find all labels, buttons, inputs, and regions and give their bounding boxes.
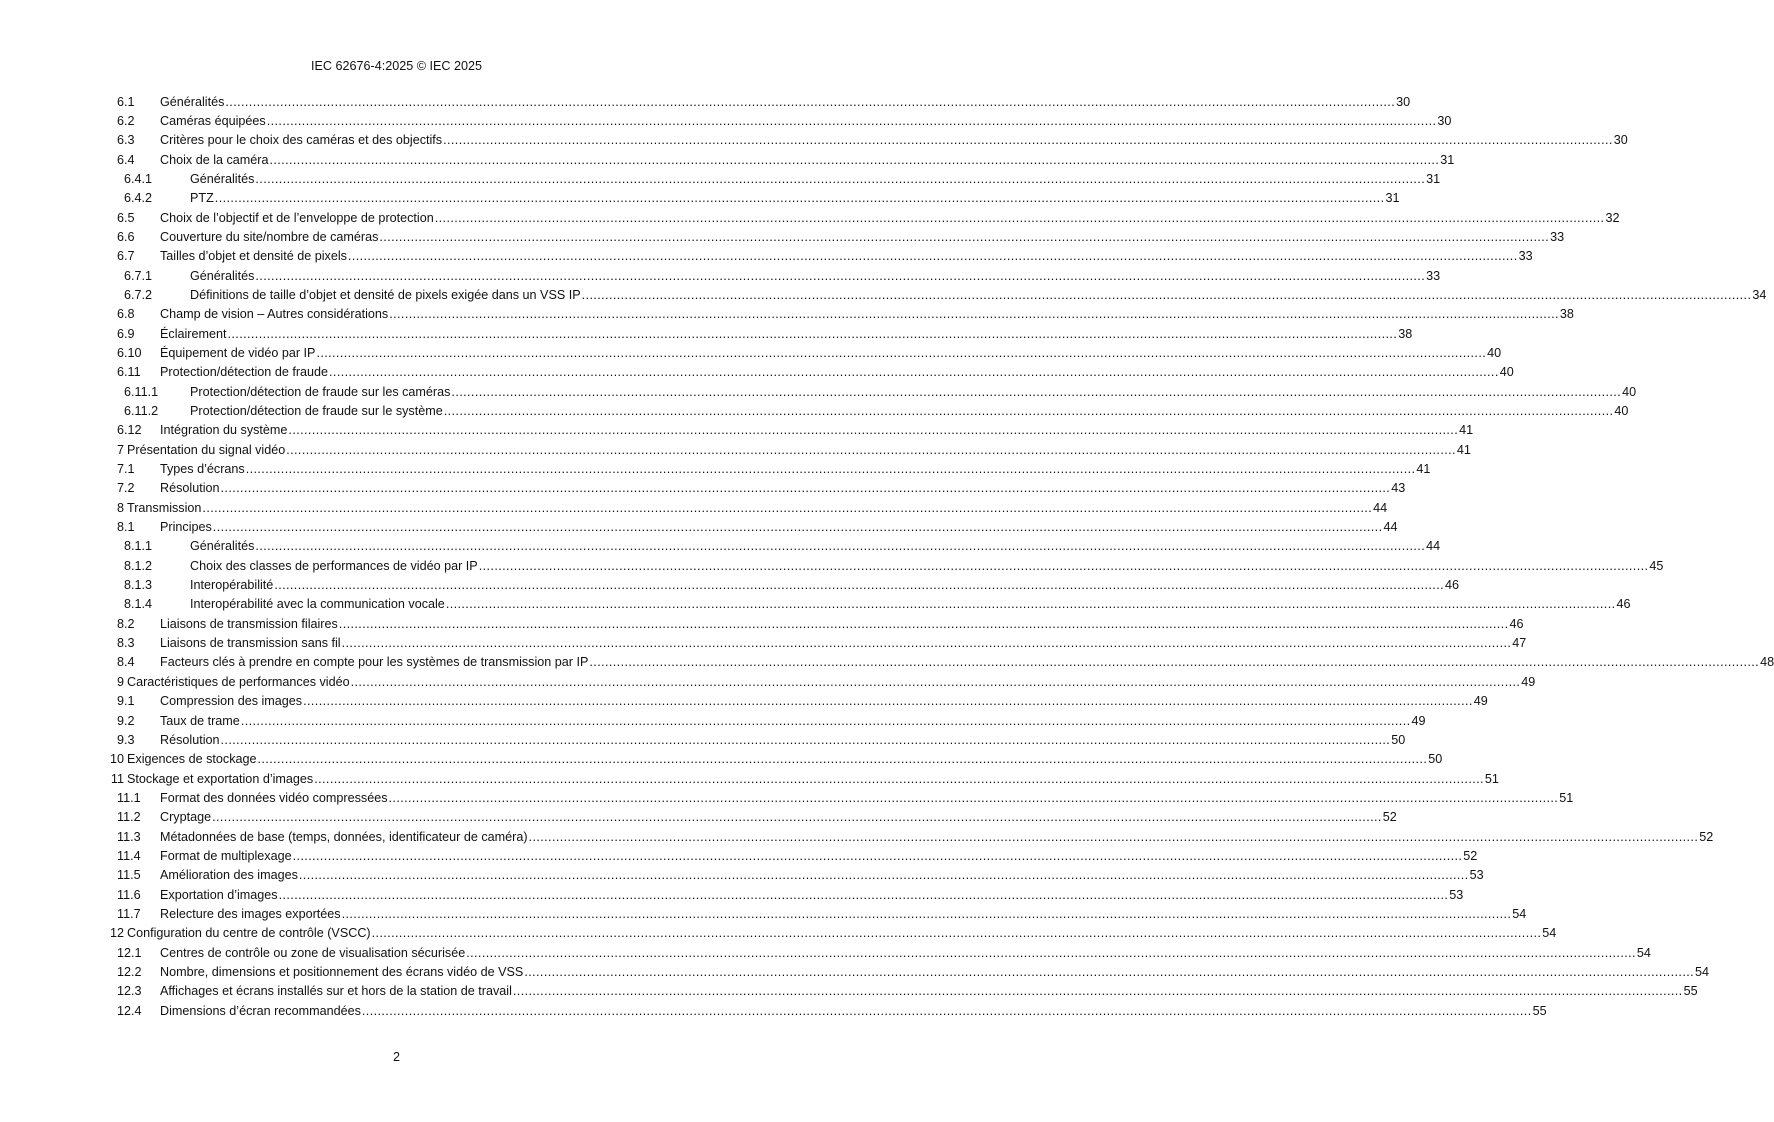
toc-entry[interactable] — [0, 93, 1411, 112]
toc-entry[interactable] — [0, 557, 1664, 576]
toc-entry-page: 30 — [1396, 94, 1411, 109]
toc-entry-page: 43 — [1391, 481, 1406, 496]
toc-entry[interactable] — [0, 731, 1406, 750]
dot-leader: ............................................................................................................................................................................................................................................................................................................ — [329, 365, 1499, 380]
toc-entry-page: 38 — [1559, 307, 1574, 322]
toc-entry-title[interactable]: Transmission — [127, 500, 202, 515]
dot-leader: ............................................................................................................................................................................................................................................................................................................ — [274, 578, 1444, 593]
toc-entry-title[interactable]: Protection/détection de fraude — [160, 365, 329, 380]
toc-entry-title[interactable]: Taux de trame — [160, 713, 240, 728]
toc-entry-page: 53 — [1469, 868, 1484, 883]
toc-entry[interactable] — [0, 944, 1651, 963]
toc-entry[interactable] — [0, 402, 1629, 421]
dot-leader: ............................................................................................................................................................................................................................................................................................................ — [240, 713, 1411, 728]
toc-entry-page: 30 — [1437, 113, 1452, 128]
toc-entry-title[interactable]: Définitions de taille d’objet et densité de pixels exigée dans un VSS IP — [190, 287, 581, 302]
toc-entry-title[interactable]: Centres de contrôle ou zone de visualisation sécurisée — [160, 945, 466, 960]
dot-leader: ............................................................................................................................................................................................................................................................................................................ — [225, 94, 1396, 109]
dot-leader: ............................................................................................................................................................................................................................................................................................................ — [389, 307, 1559, 322]
toc-entry-page: 45 — [1649, 558, 1664, 573]
toc-entry[interactable] — [0, 479, 1406, 498]
toc-entry-number: 9 — [116, 674, 124, 689]
toc-entry[interactable] — [0, 924, 1557, 943]
toc-entry-number: 8.1.4 — [124, 597, 153, 612]
toc-entry-number: 6.7.2 — [124, 287, 153, 302]
toc-entry[interactable] — [0, 886, 1464, 905]
toc-entry-title[interactable]: Équipement de vidéo par IP — [160, 345, 316, 360]
toc-entry-page: 53 — [1449, 887, 1464, 902]
toc-entry[interactable] — [0, 982, 1698, 1001]
toc-entry-page: 33 — [1550, 229, 1565, 244]
toc-entry-number: 6.4 — [117, 152, 135, 167]
dot-leader: ............................................................................................................................................................................................................................................................................................................ — [341, 636, 1512, 651]
toc-entry[interactable] — [0, 828, 1714, 847]
dot-leader: ............................................................................................................................................................................................................................................................................................................ — [443, 404, 1614, 418]
toc-entry-title[interactable]: Éclairement — [160, 326, 227, 341]
dot-leader: ............................................................................................................................................................................................................................................................................................................ — [581, 287, 1752, 302]
toc-entry-number: 6.12 — [117, 423, 142, 438]
page-header: IEC 62676-4:2025 © IEC 2025 — [310, 59, 482, 73]
toc-entry-title[interactable]: Format des données vidéo compressées — [160, 790, 388, 805]
toc-entry-title[interactable]: Relecture des images exportées — [160, 906, 341, 921]
toc-entry-page: 54 — [1695, 964, 1710, 979]
dot-leader: ............................................................................................................................................................................................................................................................................................................ — [347, 249, 1518, 264]
toc-entry-title[interactable]: Liaisons de transmission sans fil — [160, 636, 341, 651]
toc-entry[interactable] — [0, 673, 1536, 692]
toc-entry-number: 6.5 — [117, 210, 135, 225]
toc-entry-page: 48 — [1760, 655, 1774, 670]
dot-leader: ............................................................................................................................................................................................................................................................................................................ — [266, 113, 1437, 128]
toc-entry-title[interactable]: Critères pour le choix des caméras et des objectifs — [160, 133, 443, 148]
toc-entry-page: 31 — [1426, 171, 1441, 186]
toc-entry-title[interactable]: Types d’écrans — [160, 462, 245, 477]
toc-entry-title[interactable]: Intégration du système — [160, 423, 288, 438]
toc-entry-title[interactable]: Affichages et écrans installés sur et hors de la station de travail — [160, 984, 512, 999]
toc-entry[interactable] — [0, 1002, 1547, 1021]
toc-entry[interactable] — [0, 305, 1574, 324]
toc-entry-page: 30 — [1613, 133, 1628, 148]
toc-entry[interactable] — [0, 866, 1484, 885]
toc-entry-title[interactable]: Caméras équipées — [160, 113, 266, 128]
dot-leader: ............................................................................................................................................................................................................................................................................................................ — [445, 597, 1616, 612]
toc-entry-number: 7 — [116, 442, 124, 457]
toc-entry[interactable] — [0, 576, 1460, 595]
toc-entry-title[interactable]: Choix de la caméra — [160, 152, 269, 167]
toc-entry-title[interactable]: Compression des images — [160, 694, 303, 709]
dot-leader: ............................................................................................................................................................................................................................................................................................................ — [269, 152, 1440, 167]
toc-entry[interactable] — [0, 595, 1631, 614]
dot-leader: ............................................................................................................................................................................................................................................................................................................ — [220, 481, 1391, 496]
toc-entry[interactable] — [0, 151, 1455, 170]
dot-leader: ............................................................................................................................................................................................................................................................................................................ — [434, 210, 1605, 225]
toc-entry-page: 46 — [1616, 597, 1631, 612]
toc-entry-title[interactable]: Généralités — [160, 94, 225, 109]
dot-leader: ............................................................................................................................................................................................................................................................................................................ — [227, 326, 1398, 341]
dot-leader: ............................................................................................................................................................................................................................................................................................................ — [255, 171, 1426, 186]
dot-leader: ............................................................................................................................................................................................................................................................................................................ — [361, 1003, 1532, 1018]
toc-entry[interactable] — [0, 808, 1397, 827]
dot-leader: ............................................................................................................................................................................................................................................................................................................ — [212, 520, 1383, 535]
toc-entry-number: 6.4.1 — [124, 171, 153, 186]
toc-entry-number: 6.11.2 — [124, 404, 159, 418]
toc-entry-page: 41 — [1459, 423, 1474, 438]
toc-entry-number: 11.2 — [117, 810, 141, 825]
toc-entry-page: 38 — [1398, 326, 1413, 341]
toc-entry-number: 9.2 — [117, 713, 135, 728]
toc-entry-page: 52 — [1463, 848, 1478, 863]
toc-entry-page: 54 — [1636, 945, 1651, 960]
toc-entry-page: 49 — [1411, 713, 1426, 728]
toc-entry-number: 7.2 — [117, 481, 135, 496]
toc-entry-number: 9.1 — [117, 694, 135, 709]
toc-entry-page: 31 — [1440, 152, 1455, 167]
dot-leader: ............................................................................................................................................................................................................................................................................................................ — [245, 462, 1416, 477]
toc-entry-number: 12 — [109, 926, 124, 941]
toc-entry-title[interactable]: Exigences de stockage — [127, 752, 257, 767]
dot-leader: ............................................................................................................................................................................................................................................................................................................ — [202, 500, 1373, 515]
dot-leader: ............................................................................................................................................................................................................................................................................................................ — [350, 674, 1521, 689]
toc-entry-number: 9.3 — [117, 732, 135, 747]
toc-entry-number: 10 — [109, 752, 124, 767]
toc-entry-title[interactable]: Format de multiplexage — [160, 848, 292, 863]
toc-entry[interactable] — [0, 363, 1514, 382]
toc-entry-page: 49 — [1521, 674, 1536, 689]
toc-entry[interactable] — [0, 441, 1471, 460]
toc-entry-page: 47 — [1512, 636, 1527, 651]
toc-entry-page: 54 — [1512, 906, 1527, 921]
dot-leader: ............................................................................................................................................................................................................................................................................................................ — [512, 984, 1683, 999]
toc-entry-page: 51 — [1559, 790, 1574, 805]
toc-entry-number: 11.3 — [117, 829, 141, 844]
dot-leader: ............................................................................................................................................................................................................................................................................................................ — [286, 442, 1456, 457]
dot-leader: ............................................................................................................................................................................................................................................................................................................ — [589, 655, 1760, 670]
toc-entry-title[interactable]: Amélioration des images — [160, 868, 298, 883]
toc-entry-page: 55 — [1532, 1003, 1547, 1018]
toc-entry-title[interactable]: Présentation du signal vidéo — [127, 442, 286, 457]
dot-leader: ............................................................................................................................................................................................................................................................................................................ — [255, 268, 1426, 283]
toc-entry-number: 6.9 — [117, 326, 135, 341]
toc-entry[interactable] — [0, 750, 1443, 769]
toc-entry-title[interactable]: Caractéristiques de performances vidéo — [127, 674, 350, 689]
dot-leader: ............................................................................................................................................................................................................................................................................................................ — [288, 423, 1459, 438]
toc-entry[interactable] — [0, 692, 1488, 711]
toc-entry-page: 41 — [1416, 462, 1431, 477]
toc-entry-number: 12.4 — [117, 1003, 142, 1018]
toc-entry[interactable] — [0, 499, 1388, 518]
toc-entry-number: 6.10 — [117, 345, 142, 360]
toc-entry[interactable] — [0, 131, 1628, 150]
toc-entry-title[interactable]: Principes — [160, 520, 212, 535]
table-of-contents — [0, 93, 1774, 1022]
dot-leader: ............................................................................................................................................................................................................................................................................................................ — [292, 848, 1463, 863]
toc-entry-title[interactable]: Résolution — [160, 732, 220, 747]
toc-entry[interactable] — [0, 209, 1620, 228]
toc-entry-page: 31 — [1385, 191, 1400, 206]
dot-leader: ............................................................................................................................................................................................................................................................................................................ — [341, 906, 1512, 921]
toc-entry-title[interactable]: Liaisons de transmission filaires — [160, 616, 338, 631]
toc-entry-page: 51 — [1484, 771, 1499, 786]
toc-entry-page: 44 — [1383, 520, 1398, 535]
toc-entry-page: 40 — [1614, 404, 1629, 418]
toc-entry-number: 12.3 — [117, 984, 142, 999]
toc-entry-number: 8.1.1 — [124, 539, 153, 554]
toc-entry-number: 8.1.2 — [124, 558, 153, 573]
dot-leader: ............................................................................................................................................................................................................................................................................................................ — [524, 964, 1695, 979]
toc-entry-number: 7.1 — [117, 462, 135, 477]
dot-leader: ............................................................................................................................................................................................................................................................................................................ — [214, 191, 1385, 206]
toc-entry-page: 40 — [1487, 345, 1502, 360]
toc-entry-title[interactable]: Couverture du site/nombre de caméras — [160, 229, 379, 244]
toc-entry-title[interactable]: Généralités — [190, 171, 255, 186]
toc-entry-number: 8.1 — [117, 520, 135, 535]
toc-entry[interactable] — [0, 189, 1400, 208]
toc-entry[interactable] — [0, 770, 1499, 789]
toc-entry-number: 8.4 — [117, 655, 135, 670]
toc-entry-title[interactable]: Interopérabilité avec la communication vocale — [190, 597, 445, 612]
toc-entry-title[interactable]: Dimensions d’écran recommandées — [160, 1003, 361, 1018]
dot-leader: ............................................................................................................................................................................................................................................................................................................ — [257, 752, 1428, 767]
toc-entry[interactable] — [0, 789, 1574, 808]
dot-leader: ............................................................................................................................................................................................................................................................................................................ — [278, 887, 1449, 902]
toc-entry-page: 40 — [1622, 384, 1637, 399]
toc-entry-page: 40 — [1499, 365, 1514, 380]
toc-entry-page: 33 — [1426, 268, 1441, 283]
dot-leader: ............................................................................................................................................................................................................................................................................................................ — [451, 384, 1622, 399]
dot-leader: ............................................................................................................................................................................................................................................................................................................ — [379, 229, 1550, 244]
toc-entry-number: 6.3 — [117, 133, 135, 148]
toc-entry-page: 44 — [1373, 500, 1388, 515]
dot-leader: ............................................................................................................................................................................................................................................................................................................ — [443, 133, 1613, 148]
toc-entry[interactable] — [0, 383, 1637, 402]
toc-entry-number: 6.7 — [117, 249, 135, 264]
toc-entry[interactable] — [0, 247, 1533, 266]
toc-entry-number: 6.11 — [117, 365, 141, 380]
toc-entry-title[interactable]: Configuration du centre de contrôle (VSCC) — [127, 926, 371, 941]
toc-entry-number: 6.11.1 — [124, 384, 159, 399]
toc-entry-title[interactable]: Tailles d’objet et densité de pixels — [160, 249, 347, 264]
toc-entry-page: 46 — [1445, 578, 1460, 593]
dot-leader: ............................................................................................................................................................................................................................................................................................................ — [466, 945, 1636, 960]
toc-entry-page: 50 — [1391, 732, 1406, 747]
toc-entry-page: 34 — [1752, 287, 1767, 302]
toc-entry[interactable] — [0, 228, 1565, 247]
toc-entry-number: 11.5 — [117, 868, 141, 883]
toc-entry-title[interactable]: Choix des classes de performances de vidéo par IP — [190, 558, 478, 573]
dot-leader: ............................................................................................................................................................................................................................................................................................................ — [298, 868, 1469, 883]
toc-entry-title[interactable]: Cryptage — [160, 810, 212, 825]
toc-entry[interactable] — [0, 267, 1441, 286]
toc-entry[interactable] — [0, 905, 1527, 924]
dot-leader: ............................................................................................................................................................................................................................................................................................................ — [478, 558, 1649, 573]
toc-entry-page: 54 — [1542, 926, 1557, 941]
toc-entry-title[interactable]: Stockage et exportation d’images — [127, 771, 314, 786]
toc-entry-number: 8.3 — [117, 636, 135, 651]
toc-entry-title[interactable]: PTZ — [190, 191, 214, 206]
dot-leader: ............................................................................................................................................................................................................................................................................................................ — [388, 790, 1559, 805]
toc-entry[interactable] — [0, 421, 1474, 440]
toc-entry-number: 11.1 — [117, 790, 141, 805]
toc-entry-page: 55 — [1683, 984, 1698, 999]
toc-entry-page: 44 — [1426, 539, 1441, 554]
dot-leader: ............................................................................................................................................................................................................................................................................................................ — [212, 810, 1382, 825]
dot-leader: ............................................................................................................................................................................................................................................................................................................ — [303, 694, 1473, 709]
toc-entry-number: 11.4 — [117, 848, 141, 863]
toc-entry[interactable] — [0, 170, 1441, 189]
toc-entry[interactable] — [0, 325, 1413, 344]
toc-entry[interactable] — [0, 286, 1767, 305]
toc-entry[interactable] — [0, 518, 1398, 537]
dot-leader: ............................................................................................................................................................................................................................................................................................................ — [338, 616, 1509, 631]
dot-leader: ............................................................................................................................................................................................................................................................................................................ — [528, 829, 1699, 844]
toc-entry-title[interactable]: Généralités — [190, 268, 255, 283]
toc-entry-title[interactable]: Exportation d’images — [160, 887, 278, 902]
toc-entry-page: 32 — [1605, 210, 1620, 225]
toc-entry-number: 6.8 — [117, 307, 135, 322]
toc-entry-title[interactable]: Facteurs clés à prendre en compte pour les systèmes de transmission par IP — [160, 655, 589, 670]
toc-entry-number: 11.6 — [117, 887, 141, 902]
toc-entry-page: 50 — [1428, 752, 1443, 767]
dot-leader: ............................................................................................................................................................................................................................................................................................................ — [371, 926, 1542, 941]
toc-entry-title[interactable]: Métadonnées de base (temps, données, identificateur de caméra) — [160, 829, 528, 844]
toc-entry-title[interactable]: Protection/détection de fraude sur le système — [190, 404, 443, 418]
toc-entry-page: 49 — [1473, 694, 1488, 709]
toc-entry-page: 52 — [1382, 810, 1397, 825]
toc-entry[interactable] — [0, 963, 1710, 982]
toc-entry-number: 8.2 — [117, 616, 135, 631]
toc-entry-number: 6.4.2 — [124, 191, 153, 206]
toc-entry-number: 12.1 — [117, 945, 142, 960]
toc-entry-title[interactable]: Interopérabilité — [190, 578, 274, 593]
dot-leader: ............................................................................................................................................................................................................................................................................................................ — [314, 771, 1484, 786]
toc-entry-page: 33 — [1518, 249, 1533, 264]
toc-entry-title[interactable]: Nombre, dimensions et positionnement des écrans vidéo de VSS — [160, 964, 524, 979]
toc-entry[interactable] — [0, 847, 1478, 866]
toc-entry-title[interactable]: Protection/détection de fraude sur les caméras — [190, 384, 451, 399]
toc-entry-number: 12.2 — [117, 964, 142, 979]
toc-entry[interactable] — [0, 634, 1527, 653]
toc-entry[interactable] — [0, 712, 1426, 731]
toc-entry-title[interactable]: Choix de l’objectif et de l’enveloppe de protection — [160, 210, 434, 225]
dot-leader: ............................................................................................................................................................................................................................................................................................................ — [316, 345, 1487, 360]
toc-entry-number: 6.7.1 — [124, 268, 153, 283]
toc-entry-number: 11.7 — [117, 906, 141, 921]
toc-entry-page: 46 — [1509, 616, 1524, 631]
toc-entry-number: 6.2 — [117, 113, 135, 128]
toc-entry-number: 6.1 — [117, 94, 135, 109]
toc-entry-number: 11 — [110, 771, 124, 786]
dot-leader: ............................................................................................................................................................................................................................................................................................................ — [220, 732, 1391, 747]
toc-entry[interactable] — [0, 653, 1774, 672]
dot-leader: ............................................................................................................................................................................................................................................................................................................ — [255, 539, 1426, 554]
toc-entry-title[interactable]: Généralités — [190, 539, 255, 554]
toc-entry[interactable] — [0, 615, 1524, 634]
toc-entry-title[interactable]: Champ de vision – Autres considérations — [160, 307, 389, 322]
toc-entry-number: 8 — [116, 500, 124, 515]
toc-entry[interactable] — [0, 537, 1441, 556]
toc-entry-page: 52 — [1699, 829, 1714, 844]
toc-entry-title[interactable]: Résolution — [160, 481, 220, 496]
toc-entry[interactable] — [0, 460, 1431, 479]
toc-entry-page: 41 — [1456, 442, 1471, 457]
toc-entry-number: 6.6 — [117, 229, 135, 244]
toc-entry[interactable] — [0, 112, 1452, 131]
toc-entry[interactable] — [0, 344, 1502, 363]
toc-entry-number: 8.1.3 — [124, 578, 153, 593]
page-number: 2 — [392, 1050, 400, 1064]
